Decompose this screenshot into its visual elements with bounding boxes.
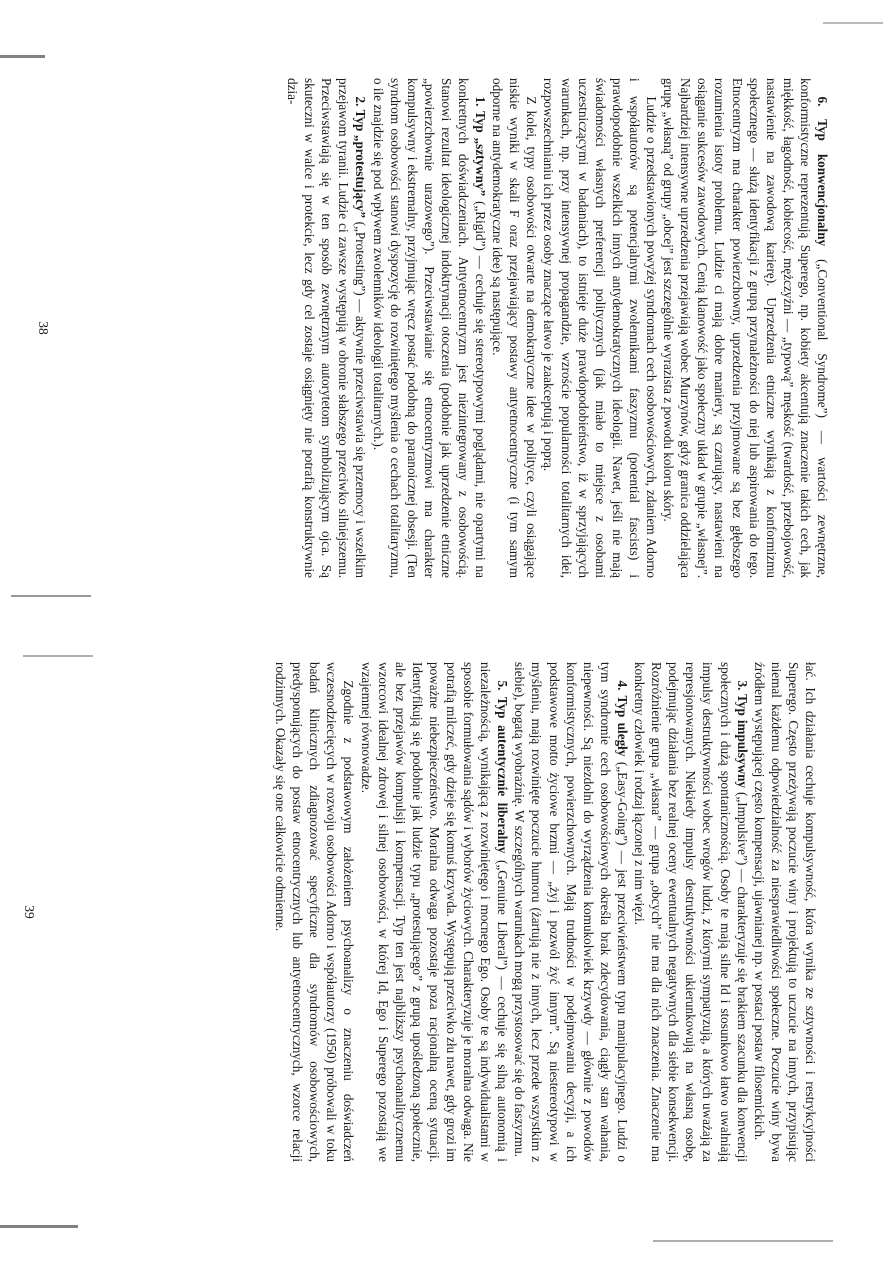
scan-artifact-line	[0, 1225, 78, 1228]
type-heading: 4. Typ uległy	[614, 680, 630, 757]
scan-artifact-line	[11, 595, 91, 597]
page-number-left: 38	[36, 321, 51, 335]
type-heading: 6. Typ konwencjonalny	[815, 96, 830, 247]
paragraph	[511, 662, 631, 1162]
paragraph-text: („Impulsive”) — charakteryzuje się brakiem szacunku dla konwencji społecznych i dużą spontanicznością. Osoby te mają silne Id i stosunkowo łatwo uwalniają impulsy destruktywności wobec wrogów ludzi, z którymi sympatyzują, a których uważają za represjonowanych. Niekiedy impulsy destruktywności ukierunkowują na własną osobę, podejmując działania bez realnej oceny ewentualnych negatywnych dla siebie konsekwencji. Rozróżnienie grupa „własna” — grupa „obcych” nie ma dla nich znaczenia. Znaczenie ma konkretny człowiek i rodzaj łączonej z nim więzi.	[632, 662, 750, 1162]
scan-artifact-line	[653, 1240, 833, 1242]
paragraph-text: Z kolei, typy osobowości otwarte na demokratyczne idee w polityce, czyli osiągające niskie wyniki w skali F oraz przejawiający postawy antyetnocentryczne (i tym samym odporne na antydemokratyczne idee) są następujące.	[490, 78, 540, 578]
type-heading: 3. Typ impulsywny	[734, 680, 750, 789]
paragraph	[489, 78, 540, 578]
type-heading: 1. Typ „sztywny”	[473, 96, 489, 197]
paragraph-text: („Conventional Syndrome”) — wartości zewnętrzne, konformistyczne reprezentują Superego, np. kobiety akcentują znaczenie takich cech, jak miękkość, łagodność, kobiecość, mężczyźni — „typową” męskość (twardość, przebojowość, nastawienie na zawodową karierę). Uprzedzenia etniczne wynikają z konformizmu społecznego — służą identyfikacji z grupą przynależności do niej lub aspirowania do tego. Etnocentryzm ma charakter powierzchowny, uprzedzenia przyjmowane są bez głębszego rozumienia istoty problemu. Ludzie ci mają dobre maniery, są czarujący, nastawieni na osiąganie sukcesów zawodowych. Cenią klanowość jako społeczny układ w grupie „własnej”. Najbardziej intensywne uprzedzenia przejawiają wobec Murzynów, gdyż granica oddzielająca grupę „własną” od grupy „obcej” jest szczególnie wyrazista z powodu koloru skóry.	[661, 78, 830, 578]
paragraph-text: Zgodnie z podstawowym założeniem psychoanalizy o znaczeniu doświadczeń wczesnodziecięcych w rozwoju osobowości Adorno i współautorzy (1950) próbowali w toku badań klinicznych zdiagnozować specyficzne dla syndromów osobowościowych, predysponujących do postaw etnocentrycznych lub antyetnocentrycznych, wzorce relacji rodzinnych. Okazały się one całkowicie odmienne.	[273, 662, 357, 1162]
type-heading: 5. Typ autentycznie liberalny	[495, 680, 511, 854]
paragraph	[540, 78, 660, 578]
type-heading: 2. Typ „protestujący”	[353, 96, 369, 219]
paragraph-text: („Easy-Going”) — jest przeciwieństwem typu manipulacyjnego. Ludzi o tym syndromie cech osobowościowych określa brak zdecydowania, ciągły stan wahania, niepewności. Są niezdolni do wyrządzenia komukolwiek krzywdy — głównie z powodów konformistycznych, powierzchownych. Mają trudności w podejmowaniu decyzji, a ich podstawowe motto życiowe brzmi — „żyj i pozwól żyć innym”. Są niestereotypowi w myśleniu, mają rozwinięte poczucie humoru (żartują nie z innych, lecz przede wszystkim z siebie), bogatą wyobraźnię. W szczególnych warunkach mogą przystosować się do faszyzmu.	[512, 662, 630, 1162]
scan-artifact-line	[23, 655, 93, 657]
paragraph	[660, 78, 831, 578]
paragraph	[284, 78, 369, 578]
paragraph	[369, 78, 489, 578]
left-page-body	[91, 78, 831, 578]
paragraph	[631, 662, 751, 1162]
paragraph-text: Ludzie o przedstawionych powyżej syndromach cech osobowościowych, zdaniem Adorno i współautorów są potencjalnymi zwolennikami faszyzmu (potential fascists) i prawdopodobnie wszelkich innych antydemokratycznych ideologii. Nawet, jeśli nie mają świadomości własnych preferencji politycznych (jak miało to miejsce z osobami uczestniczącymi w badaniach), to istnieje duże prawdopodobieństwo, iż w sprzyjających warunkach, np. przy intensywnej propagandzie, wzroście popularności totalitarnych idei, rozpowszechnianiu ich przez osoby znaczące łatwo je zaakceptują i poprą.	[541, 78, 660, 578]
paragraph-text: („Protesting”) — aktywnie przeciwstawia się przemocy i wszelkim przejawom tyranii. Ludzie ci zawsze występują w obronie słabszego przeciwko silniejszemu. Przeciwstawiają się w ten sposób zewnętrznym autorytetom symbolizującym ojca. Są skuteczni w walce i protekcie, lecz gdy cel zostaje osiągnięty nie potrafią konstruktywnie dzia-	[285, 78, 369, 578]
paragraph-text: („Genuine Liberal”) — cechuje się silną autonomią i niezależnością, wynikającą z rozwiniętego i mocnego Ego. Osoby te są indywidualistami w sposobie formułowania sądów i wyborów życiowych. Charakteryzuje je moralna odwaga. Nie potrafią milczeć, gdy dzieje się komuś krzywda. Występują przeciwko złu nawet, gdy grozi im poważne niebezpieczeństwo. Moralna odwaga pozostaje poza racjonalną oceną sytuacji. Identyfikują się podobnie jak ludzie typu „protestującego” z grupą upośledzoną społecznie, ale bez przejawów kompulsji i kompensacji. Typ ten jest najbliższy psychoanalitycznemu wzorcowi idealnej zdrowej i silnej osobowości, w której Id, Ego i Superego pozostają we wzajemnej równowadze.	[358, 662, 511, 1162]
right-page-body	[49, 662, 819, 1162]
paragraph	[357, 662, 511, 1162]
paragraph-text: („Rigid”) — cechuje się stereotypowymi poglądami, nie opartymi na konkretnych doświadczeniach. Antyetnocentryzm jest niezintegrowany z osobowością. Stanowi rezultat ideologicznej indoktrynacji otoczenia (podobnie jak uprzedzenie etniczne „powierzchownie urazowego”). Przeciwstawianie się etnocentryzmowi ma charakter kompulsywny i ekstremalny, przyjmując wręcz postać podobną do paranoicznej obsesji. (Ten syndrom osobowości stanowi dyspozycję do rozwiniętego myślenia o cechach totalitaryzmu, o ile znajdzie się pod wpływem zwolenników ideologii totalitarnych.).	[370, 78, 489, 578]
scan-artifact-line	[823, 22, 883, 24]
paragraph-text: łać. Ich działania cechuje kompulsywność, która wynika ze sztywności i restrykcyjności Superego. Często przeżywają poczucie winy i projektują to uczucie na innych, przypisując niemal każdemu odpowiedzialność za niesprawiedliwości społeczne. Poczucie winy bywa źródłem występującej często kompensacji, ujawnianej np. w postaci postaw filosemickich.	[751, 662, 818, 1162]
scan-artifact-line	[0, 55, 45, 58]
paragraph	[272, 662, 357, 1162]
page-number-right: 39	[22, 905, 37, 919]
paragraph	[751, 662, 819, 1162]
